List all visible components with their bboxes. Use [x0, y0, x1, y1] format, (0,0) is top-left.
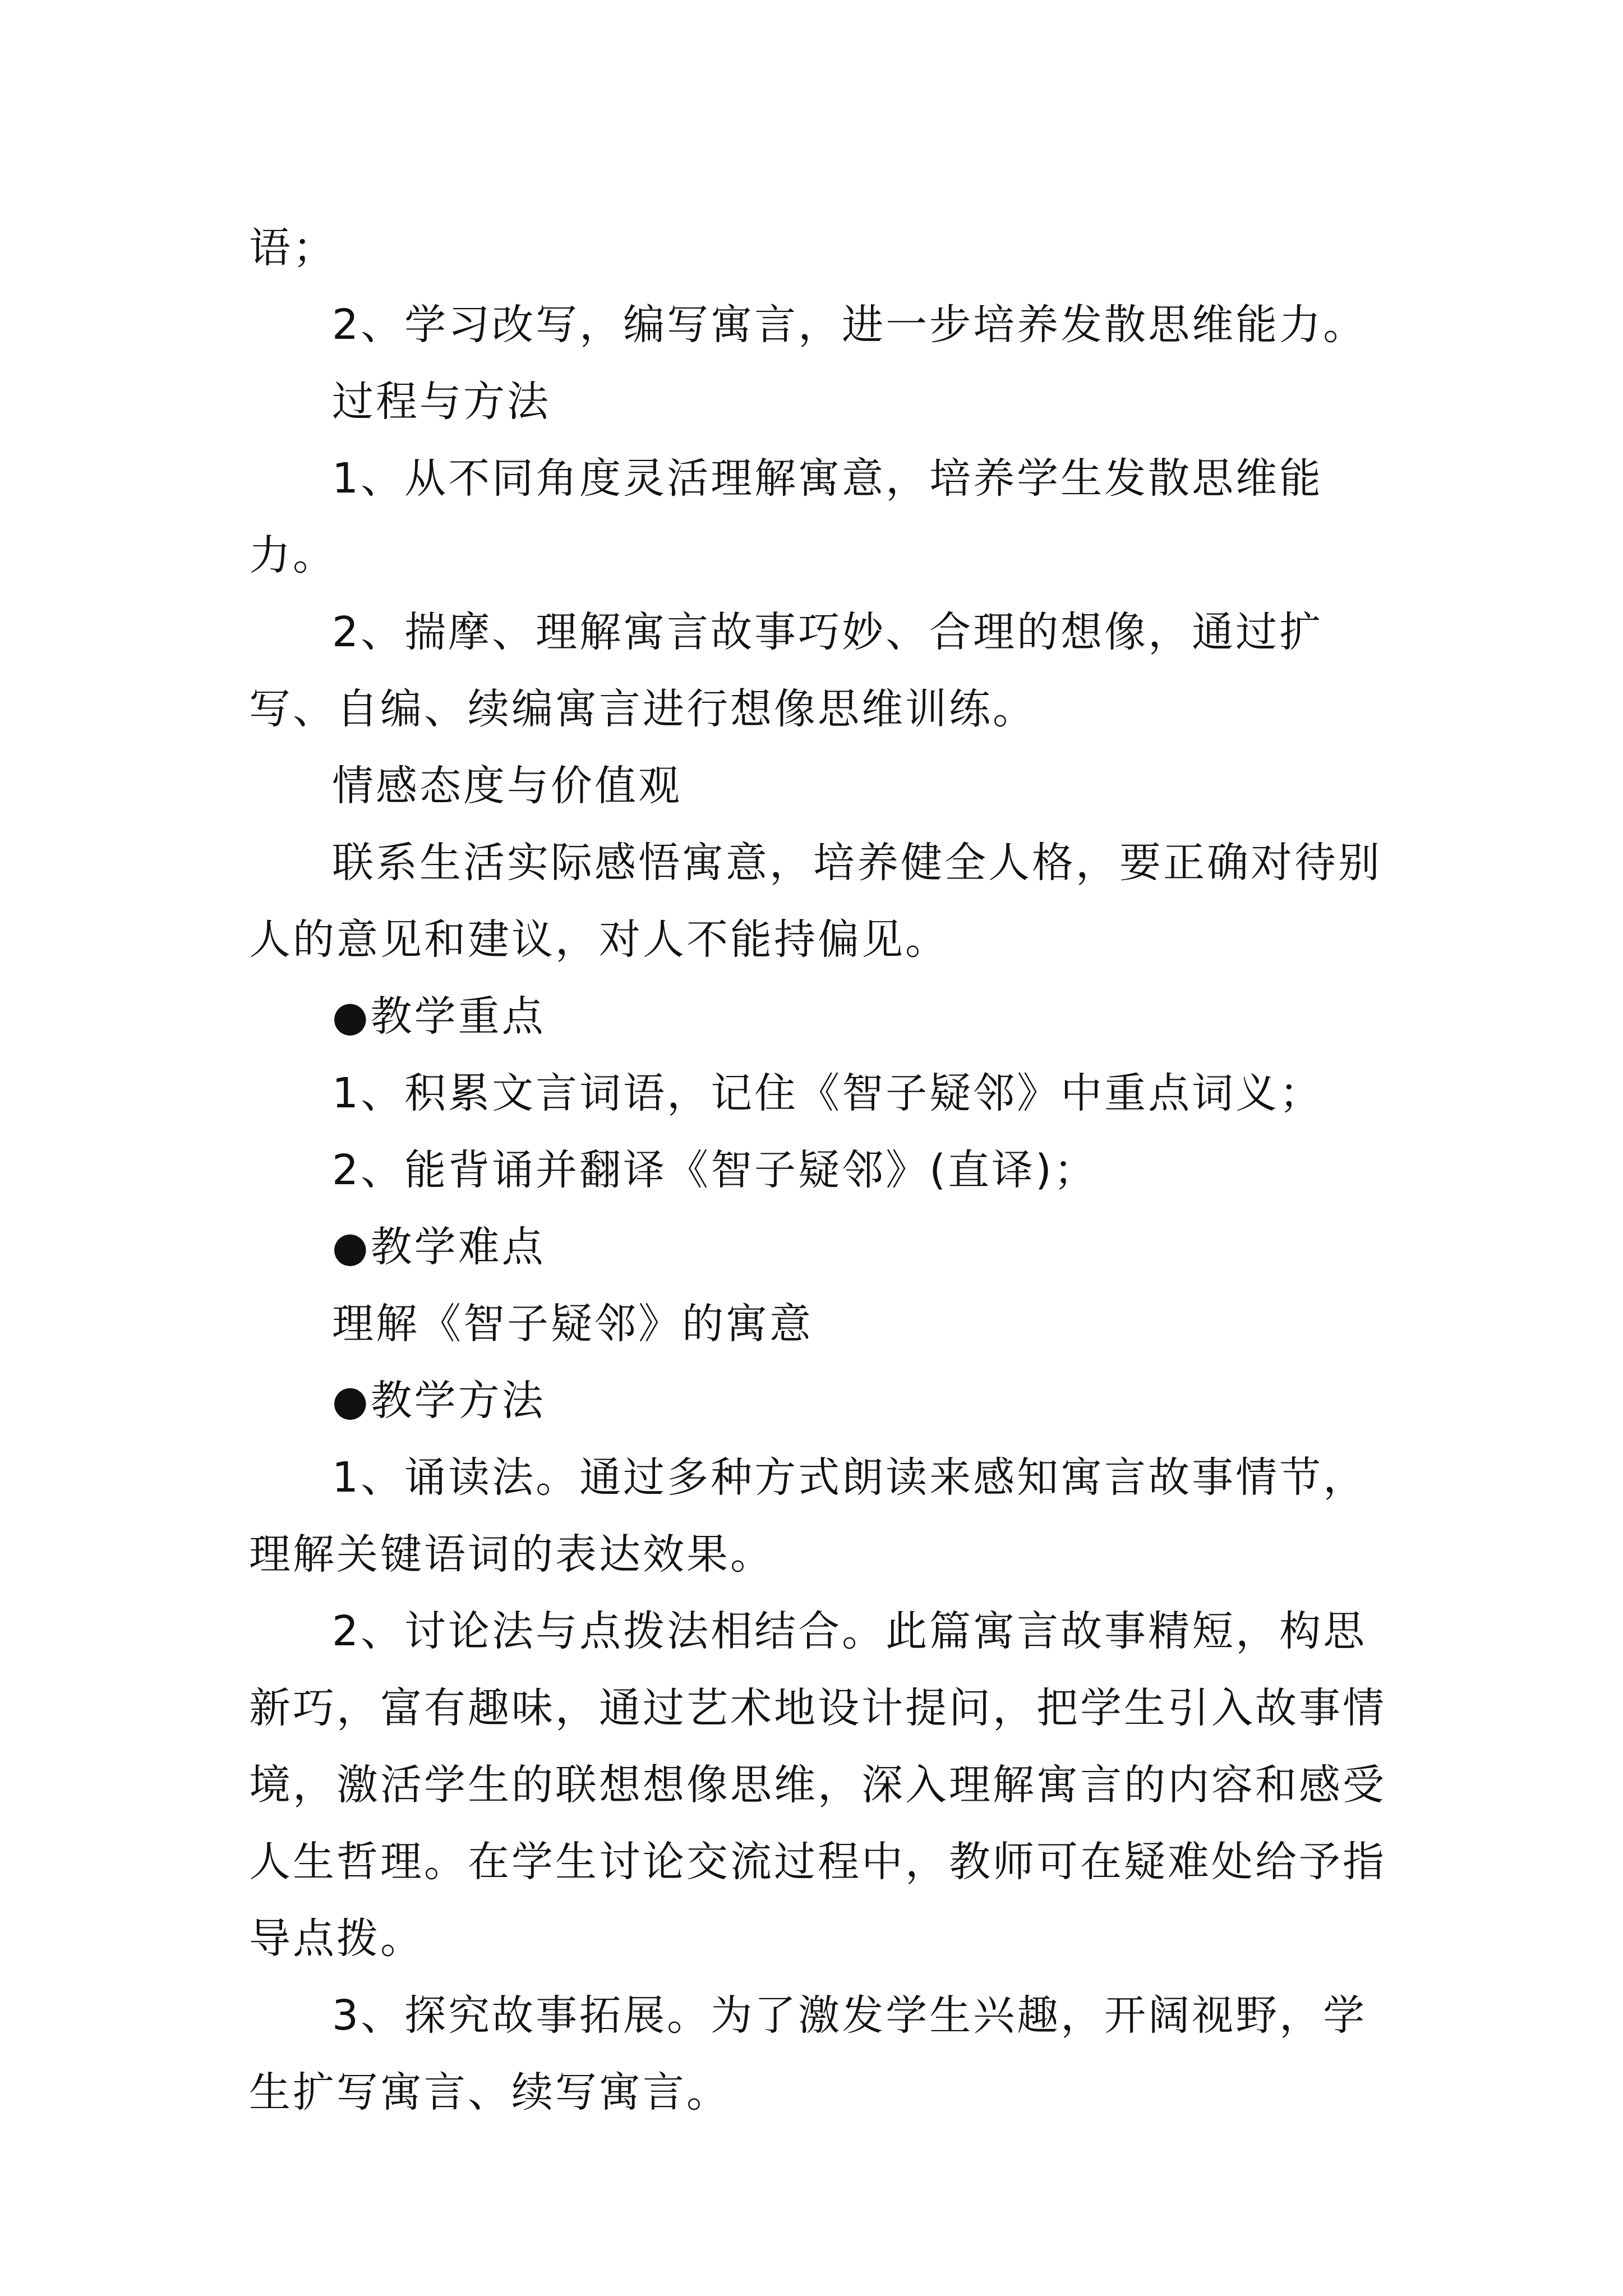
paragraph-difficulty: 理解《智子疑邻》的寓意 — [332, 1300, 813, 1348]
paragraph-process-2: 2、揣摩、理解寓言故事巧妙、合理的想像，通过扩写、自编、续编寓言进行想像思维训练。 — [249, 608, 1324, 733]
paragraph-objective-2: 2、学习改写，编写寓言，进一步培养发散思维能力。 — [332, 301, 1367, 349]
heading-process-method: 过程与方法 — [332, 378, 551, 426]
paragraph-focus-1: 1、积累文言词语，记住《智子疑邻》中重点词义； — [332, 1069, 1324, 1117]
heading-teaching-difficulty: ●教学难点 — [332, 1223, 546, 1271]
paragraph-process-1: 1、从不同角度灵活理解寓意，培养学生发散思维能力。 — [249, 454, 1324, 579]
paragraph-method-1: 1、诵读法。通过多种方式朗读来感知寓言故事情节，理解关键语词的表达效果。 — [249, 1453, 1367, 1579]
document-body — [249, 210, 1404, 2131]
heading-teaching-focus: ●教学重点 — [332, 992, 546, 1041]
paragraph-method-3: 3、探究故事拓展。为了激发学生兴趣，开阔视野，学生扩写寓言、续写寓言。 — [249, 1991, 1367, 2116]
paragraph-focus-2: 2、能背诵并翻译《智子疑邻》(直译)； — [332, 1146, 1098, 1194]
heading-emotion-values: 情感态度与价值观 — [332, 762, 682, 810]
paragraph-method-2: 2、讨论法与点拨法相结合。此篇寓言故事精短，构思新巧，富有趣味，通过艺术地设计提问，把学生引入故事情境，激活学生的联想想像思维，深入理解寓言的内容和感受人生哲理。在学生讨论交流过程中，教师可在疑难处给予指导点拨。 — [249, 1607, 1386, 1963]
heading-teaching-method: ●教学方法 — [332, 1377, 546, 1425]
paragraph-continuation: 语； — [249, 224, 336, 272]
paragraph-emotion-values: 联系生活实际感悟寓意，培养健全人格，要正确对待别人的意见和建议，对人不能持偏见。 — [249, 839, 1382, 964]
